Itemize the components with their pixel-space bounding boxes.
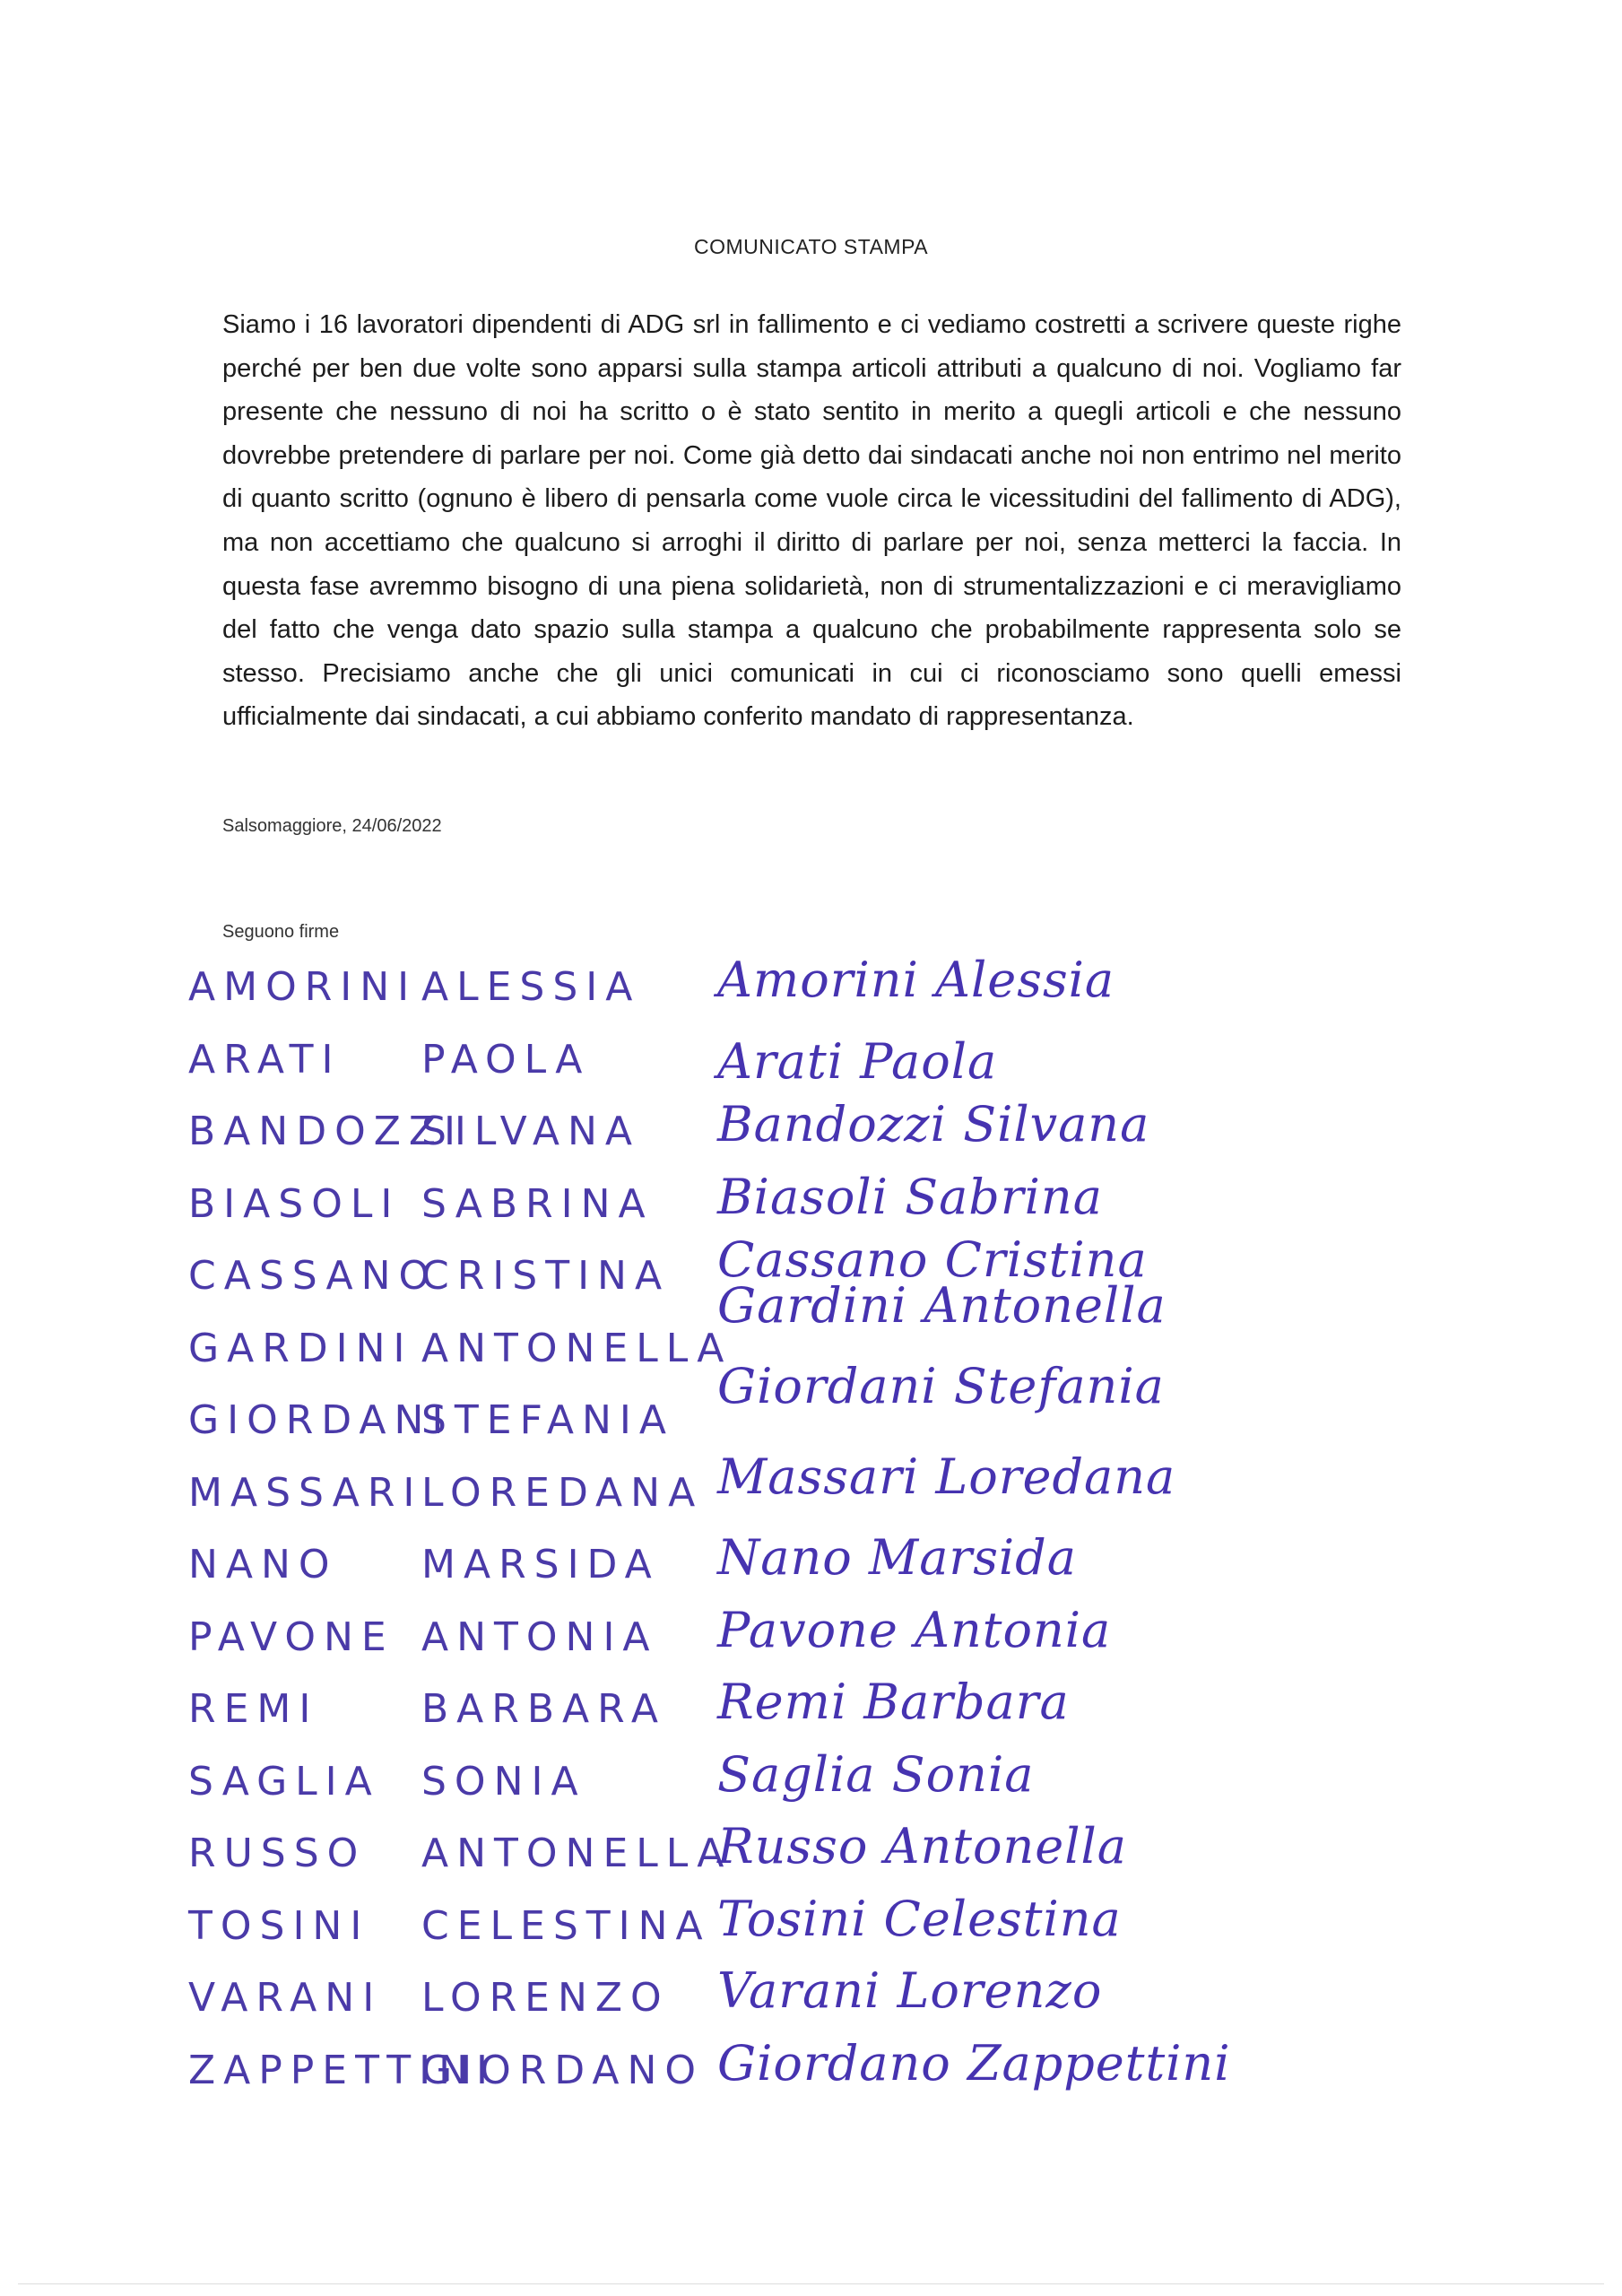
signatory-first-name: CRISTINA — [421, 1253, 671, 1299]
signatory-first-name: SONIA — [421, 1758, 586, 1805]
handwritten-signature: Amorini Alessia — [717, 952, 1115, 1008]
place-date: Salsomaggiore, 24/06/2022 — [222, 816, 442, 836]
signatory-first-name: GIORDANO — [421, 2047, 705, 2093]
signatory-surname: TOSINI — [188, 1902, 370, 1949]
handwritten-signature: Gardini Antonella — [717, 1276, 1167, 1334]
signatory-first-name: SILVANA — [421, 1109, 640, 1154]
handwritten-signature: Giordani Stefania — [717, 1358, 1165, 1414]
signatory-surname: BANDOZZI — [188, 1109, 464, 1154]
handwritten-signature: Giordano Zappettini — [717, 2034, 1231, 2092]
signatory-surname: ZAPPETTINI — [188, 2047, 496, 2093]
signatory-first-name: BARBARA — [421, 1686, 667, 1732]
signatory-first-name: MARSIDA — [421, 1542, 660, 1587]
handwritten-signature: Saglia Sonia — [717, 1745, 1035, 1803]
signatory-first-name: SABRINA — [421, 1180, 654, 1227]
signatory-surname: NANO — [188, 1542, 338, 1587]
signatory-surname: PAVONE — [188, 1613, 395, 1660]
handwritten-signature: Bandozzi Silvana — [717, 1096, 1150, 1152]
signatory-surname: GIORDANI — [188, 1397, 452, 1443]
signatory-surname: REMI — [188, 1686, 319, 1732]
handwritten-signature: Tosini Celestina — [717, 1890, 1122, 1947]
handwritten-signature: Pavone Antonia — [717, 1601, 1112, 1658]
signatory-first-name: CELESTINA — [421, 1902, 711, 1949]
handwritten-signature: Nano Marsida — [717, 1529, 1077, 1586]
signatory-first-name: STEFANIA — [421, 1397, 674, 1443]
signatory-surname: RUSSO — [188, 1831, 367, 1876]
signatory-first-name: PAOLA — [421, 1036, 591, 1083]
handwritten-signature: Biasoli Sabrina — [717, 1168, 1103, 1225]
page-bottom-edge — [18, 2283, 1604, 2284]
handwritten-signature: Arati Paola — [717, 1032, 998, 1090]
signatory-surname: AMORINI — [188, 964, 418, 1010]
signatory-first-name: ALESSIA — [421, 964, 641, 1010]
signatures-label: Seguono firme — [222, 922, 340, 942]
handwritten-signature: Russo Antonella — [717, 1818, 1127, 1874]
signatory-surname: VARANI — [188, 1975, 383, 2021]
handwritten-signature: Remi Barbara — [717, 1674, 1070, 1730]
signatory-first-name: ANTONELLA — [421, 1831, 733, 1876]
signatory-first-name: ANTONELLA — [421, 1325, 733, 1371]
handwritten-signature: Massari Loredana — [717, 1448, 1176, 1505]
document-title: COMUNICATO STAMPA — [693, 235, 929, 258]
handwritten-signature: Varani Lorenzo — [717, 1962, 1103, 2019]
signatory-first-name: ANTONIA — [421, 1613, 658, 1660]
signatory-surname: MASSARI — [188, 1469, 423, 1516]
signatory-surname: SAGLIA — [188, 1758, 380, 1805]
signatory-surname: CASSANO — [188, 1253, 438, 1299]
document-body: Siamo i 16 lavoratori dipendenti di ADG srl in fallimento e ci vediamo costretti a scrivere queste righe perché per ben due volte sono apparsi sulla stampa articoli attributi a qualcuno di noi. Vogliamo far presente che nessuno di noi ha scritto o è stato sentito in merito a quegli articoli e che nessuno dovrebbe pretendere di parlare per noi. Come già detto dai sindacati anche noi non entrimo nel merito di quanto scritto (ognuno è libero di pensarla come vuole circa le vicessitudini del fallimento di ADG), ma non accettiamo che qualcuno si arroghi il diritto di parlare per noi, senza metterci la faccia. In questa fase avremmo bisogno di una piena solidarietà, non di strumentalizzazioni e ci meravigliamo del fatto che venga dato spazio sulla stampa a qualcuno che probabilmente rappresenta solo se stesso. Precisiamo anche che gli unici comunicati in cui ci riconosciamo sono quelli emessi ufficialmente dai sindacati, a cui abbiamo conferito mandato di rappresentanza. — [222, 310, 1401, 732]
signatory-surname: BIASOLI — [188, 1180, 401, 1227]
signatory-first-name: LOREDANA — [421, 1469, 704, 1516]
signatory-surname: GARDINI — [188, 1325, 413, 1371]
signatory-surname: ARATI — [188, 1036, 342, 1083]
handwritten-signature: Cassano Cristina — [717, 1231, 1148, 1288]
signatory-first-name: LORENZO — [421, 1975, 670, 2021]
